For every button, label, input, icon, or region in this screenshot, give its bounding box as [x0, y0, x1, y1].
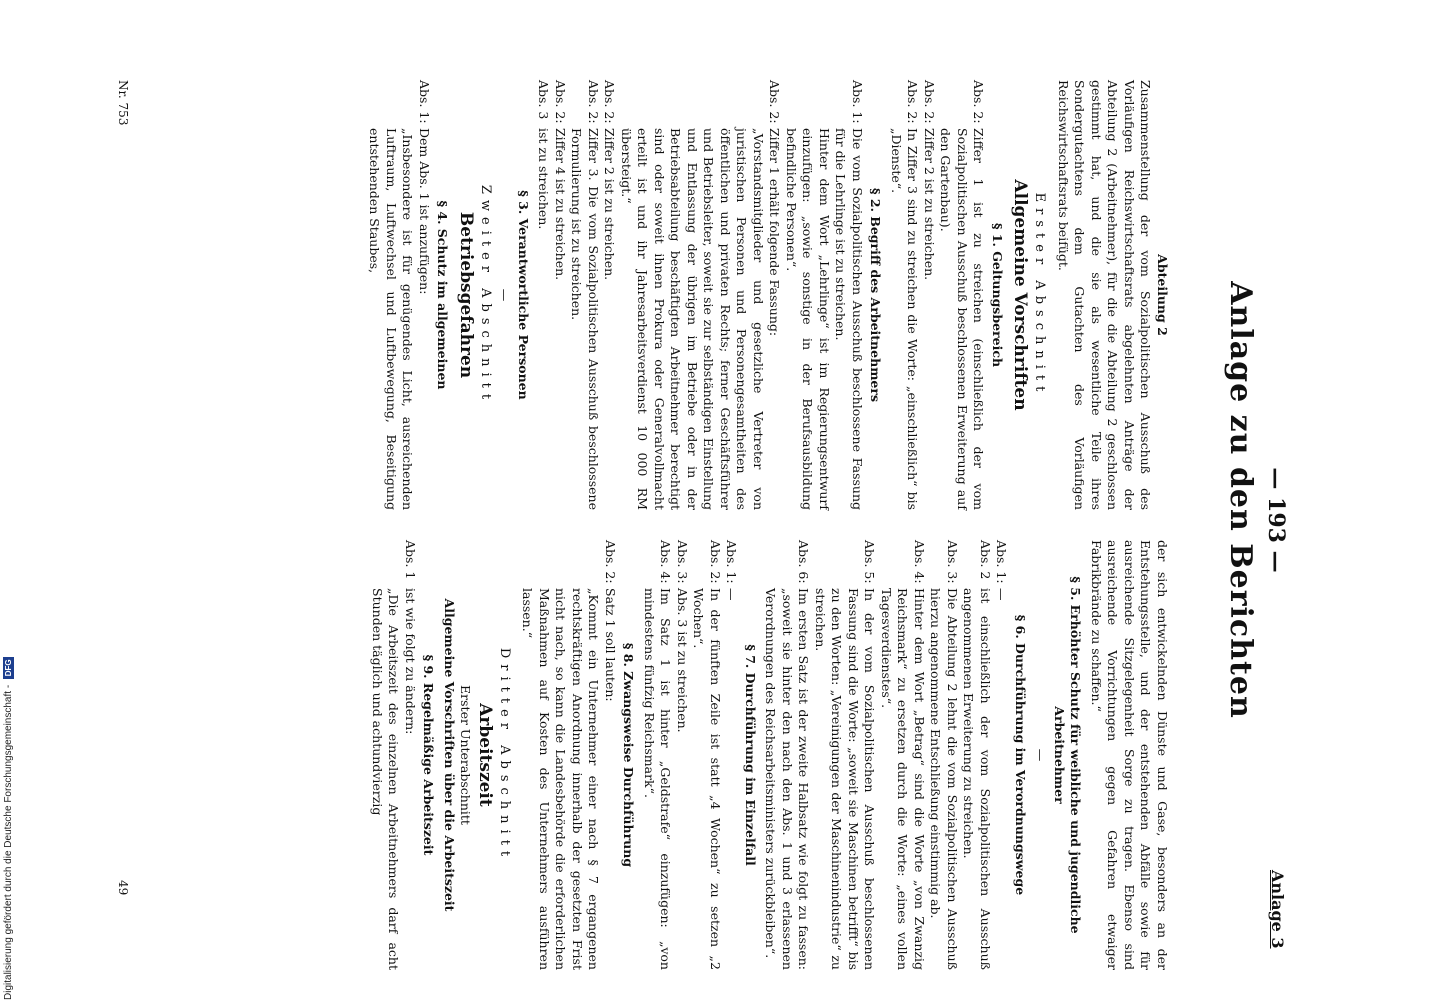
left-column [366, 80, 1170, 510]
abs-text: Ziffer 1 ist zu streichen (einschließlich der vom Sozialpolitischen Ausschuß beschlossenen Erweiterung auf den Gartenbau). [938, 128, 987, 510]
abs-text: Dem Abs. 1 ist anzufügen: [416, 128, 432, 295]
quote-text: „Kommt ein Unternehmer einer nach § 7 ergangenen rechtskräftigen Anordnung innerhalb der gesetzten Frist nicht nach, so kann die Landesbehörde die erforderlichen Maßnahmen auf Kosten des Unternehmers ausführen lassen.“ [520, 588, 602, 970]
abs-label: Abs. 4: [658, 540, 674, 584]
section-5-heading: § 5. Erhöhter Schutz für weibliche und jugendliche Arbeitnehmer [1052, 576, 1084, 934]
abs-label: Abs. 1: [994, 540, 1010, 584]
abs-text: Die vom Sozialpolitischen Ausschuß beschlossene Fassung für die Lehrlinge ist zu streichen. [833, 128, 865, 510]
abs-text: In der fünften Zeile ist statt „4 Wochen“ zu setzen „2 Wochen“. [691, 588, 723, 970]
rotated-document-page [100, 0, 1290, 1000]
abschnitt-1-heading: Erster Abschnitt [1032, 192, 1048, 398]
list-item [415, 80, 432, 510]
abs-text: Im ersten Satz ist der zweite Halbsatz wie folgt zu fassen: „soweit sie hinter den nach den Abs. 1 und 3 erlassenen Verordnungen des Reichsarbeitsministers zurückbleiben“. [763, 588, 812, 970]
quote-text: „Die Arbeitszeit des einzelnen Arbeitnehmers darf acht Stunden täglich und achtundvierzig [369, 588, 402, 970]
list-item [812, 540, 878, 970]
abs-text: ist zu streichen. [536, 128, 552, 230]
section-8-heading: § 8. Zwangsweise Durchführung [621, 642, 637, 868]
abs-label: Abs. 2: [905, 80, 921, 124]
abs-label: Abs. 2: [585, 80, 601, 124]
abs-label: Abs. 3 [536, 80, 552, 120]
abs-label: Abs. 2: [552, 80, 568, 124]
footer-number: Nr. 753 [116, 80, 130, 126]
quote-text: „Vorstandsmitglieder und gesetzliche Vertreter von juristischen Personen und Personengesamtheiten des öffentlichen und privaten Rechts; ferner Geschäftsführer und Betriebsleiter, soweit sie zur selbständigen Einstellung und Entlassung der übrigen im Betriebe oder in der Betriebsabteilung beschäftigten Arbeitnehmer berechtigt sind oder soweit ihnen Prokura oder Generalvollmacht erteilt ist und ihr Jahresarbeitsverdienst 10 000 RM übersteigt.“ [618, 128, 766, 510]
anlage-label: Anlage 3 [1268, 870, 1287, 949]
abs-text: Im Satz 1 ist hinter „Geldstrafe“ einzufügen: „von mindestens fünfzig Reichsmark“. [642, 588, 674, 970]
attribution-text: Digitalisierung gefördert durch die Deutsche Forschungsgemeinschaft - [2, 684, 14, 1000]
abs-label: Abs. 1 [402, 540, 418, 580]
list-item [401, 540, 418, 970]
list-item [920, 80, 937, 510]
list-item [602, 540, 619, 970]
abs-label: Abs. 5: [862, 540, 878, 584]
abschnitt-2-heading: Zweiter Abschnitt [477, 184, 493, 406]
list-item [674, 540, 691, 970]
abs-label: Abs. 1: [849, 80, 865, 124]
abs-text: Ziffer 4 ist zu streichen. [552, 128, 568, 281]
page-number: — 193 — [1263, 467, 1289, 573]
section-1-heading: § 1. Geltungsbereich [989, 222, 1005, 368]
section-4-heading: § 4. Schutz im allgemeinen [435, 200, 451, 390]
abs-label: Abs. 2: [603, 540, 618, 584]
abschnitt-3-heading: Dritter Abschnitt [497, 647, 512, 863]
section-6-heading: § 6. Durchführung im Verordnungswege [1013, 614, 1028, 896]
section-2-heading: § 2. Begriff des Arbeitnehmers [868, 187, 884, 402]
list-item [878, 540, 928, 970]
list-item [927, 540, 960, 970]
abs-text: ist einschließlich der vom Sozialpolitischen Ausschuß angenommenen Erweiterung zu streichen. [961, 588, 993, 970]
list-item [993, 540, 1010, 970]
abs-label: Abs. 3: [945, 540, 960, 584]
unterabschnitt-heading: Erster Unterabschnitt [458, 685, 474, 825]
abs-text: Ziffer 2 ist zu streichen. [602, 128, 618, 281]
section-9-heading: § 9. Regelmäßige Arbeitszeit [421, 654, 437, 856]
list-item [535, 80, 552, 510]
quote-text: „Insbesondere ist für genügendes Licht, ausreichenden Luftraum, Luftwechsel und Luftbewegung, Beseitigung entstehenden Staubes, [367, 128, 416, 510]
section-7-heading: § 7. Durchführung im Einzelfall [743, 644, 758, 866]
list-item [723, 540, 740, 970]
abs-label: Abs. 1: [724, 540, 740, 584]
section-3-heading: § 3. Verantwortliche Personen [515, 190, 531, 400]
list-item [937, 80, 987, 510]
abs-label: Abs. 6: [796, 540, 812, 584]
abs-text: Hinter dem Wort „Betrag“ sind die Worte „von Zwanzig Reichsmark“ zu ersetzen durch die Worte: „eines vollen Tagesverdienstes“. [879, 588, 927, 970]
abs-label: Abs. 2: [921, 80, 937, 124]
list-item [762, 540, 812, 970]
abs-text: In der vom Sozialpolitischen Ausschuß beschlossenen Fassung sind die Worte: „soweit sie Maschinen betrifft“ bis zu den Worten: „Vereinigungen der Maschinenindustrie“ zu streichen. [813, 588, 878, 970]
list-item [641, 540, 674, 970]
unterabschnitt-title: Allgemeine Vorschriften über die Arbeitszeit [441, 598, 457, 912]
abs-text: — [724, 588, 740, 601]
page-title: Anlage zu den Berichten [1223, 281, 1258, 719]
abs-label: Abs. 2 [978, 540, 993, 580]
abschnitt-3-title: Arbeitszeit [474, 703, 495, 807]
abs-label: Abs. 2: [602, 80, 618, 124]
continuation-paragraph: der sich entwickelnden Dünste und Gase, besonders an der Entstehungsstelle, und der entstehenden Abfälle sowie für ausreichende Sitzgelegenheit Sorge zu tragen. Ebenso sind ausreichende Vorrichtungen gegen Gefahren etwaiger Fabrikbrände zu schaffen.“ [1089, 540, 1170, 970]
abs-text: Ziffer 3. Die vom Sozialpolitischen Ausschuß beschlossene Formulierung ist zu streichen. [569, 128, 601, 510]
abs-label: Abs. 2: [767, 80, 783, 124]
list-item [690, 540, 723, 970]
list-item [832, 80, 865, 510]
abs-text: Satz 1 soll lauten: [603, 588, 618, 702]
abs-text: ist wie folgt zu ändern: [402, 588, 418, 735]
list-item [887, 80, 920, 510]
footer-page: 49 [116, 880, 130, 896]
abs-label: Abs. 1: [416, 80, 432, 124]
abs-text: — [994, 588, 1010, 601]
abs-label: Abs. 4: [912, 540, 927, 584]
intro-paragraph: Zusammenstellung der vom Sozialpolitischen Ausschuß des Vorläufigen Reichswirtschaftsrats abgelehnten Anträge der Abteilung 2 (Arbeitnehmer), für die die Abteilung 2 geschlossen gestimmt hat, und die sie als wesentliche Teile ihres Sondergutachtens dem Gutachten des Vorläufigen Reichswirtschaftsrats beifügt. [1056, 80, 1154, 510]
list-item [960, 540, 993, 970]
dash-separator: — [497, 288, 513, 302]
abs-text: In Ziffer 3 sind zu streichen die Worte: „einschließlich“ bis „Dienste“. [888, 128, 921, 510]
list-item [601, 80, 618, 510]
abs-label: Abs. 2: [708, 540, 723, 584]
abs-label: Abs. 2: [971, 80, 987, 124]
abteilung-heading: Abteilung 2 [1155, 254, 1170, 336]
abs-text: Abs. 3 ist zu streichen. [675, 588, 690, 733]
continuation-text: Hinter dem Wort „Lehrlinge“ ist im Regierungsentwurf einzufügen: „sowie sonstige in der Berufsausbildung befindliche Personen“. [783, 128, 832, 510]
list-item [551, 80, 568, 510]
dash-separator: — [1033, 748, 1049, 762]
abs-text: Ziffer 1 erhält folgende Fassung: [767, 128, 783, 337]
abs-text: Ziffer 2 ist zu streichen. [921, 128, 937, 281]
list-item [766, 80, 783, 510]
abs-text: Die Abteilung 2 lehnt die vom Sozialpolitischen Ausschuß hierzu angenommene Entschließung einstimmig ab. [928, 588, 960, 970]
abschnitt-2-title: Betriebsgefahren [455, 211, 476, 379]
dfg-attribution [0, 0, 16, 1000]
list-item [568, 80, 601, 510]
dfg-logo-icon: DFG [3, 657, 14, 679]
abschnitt-1-title: Allgemeine Vorschriften [1010, 179, 1031, 411]
right-column [368, 540, 1170, 970]
abs-label: Abs. 3: [675, 540, 690, 584]
